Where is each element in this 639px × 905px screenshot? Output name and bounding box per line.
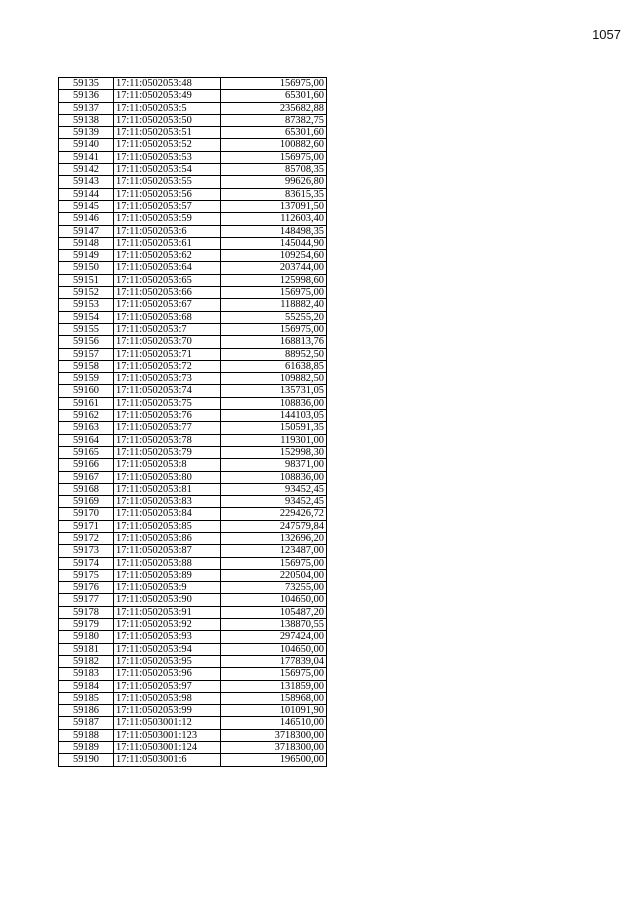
row-number-cell: 59141	[59, 151, 114, 163]
table-row	[59, 717, 327, 729]
amount-cell: 156975,00	[221, 557, 327, 569]
table-row	[59, 606, 327, 618]
table-row	[59, 397, 327, 409]
amount-cell: 158968,00	[221, 692, 327, 704]
amount-cell: 3718300,00	[221, 729, 327, 741]
row-number-cell: 59173	[59, 545, 114, 557]
amount-cell: 203744,00	[221, 262, 327, 274]
row-number-cell: 59135	[59, 78, 114, 90]
table-row	[59, 250, 327, 262]
row-number-cell: 59181	[59, 643, 114, 655]
row-number-cell: 59184	[59, 680, 114, 692]
cadastral-number-cell: 17:11:0502053:90	[114, 594, 221, 606]
cadastral-number-cell: 17:11:0502053:81	[114, 483, 221, 495]
amount-cell: 118882,40	[221, 299, 327, 311]
row-number-cell: 59168	[59, 483, 114, 495]
row-number-cell: 59175	[59, 569, 114, 581]
amount-cell: 73255,00	[221, 582, 327, 594]
row-number-cell: 59174	[59, 557, 114, 569]
row-number-cell: 59157	[59, 348, 114, 360]
row-number-cell: 59156	[59, 336, 114, 348]
amount-cell: 105487,20	[221, 606, 327, 618]
cadastral-number-cell: 17:11:0502053:73	[114, 373, 221, 385]
amount-cell: 100882,60	[221, 139, 327, 151]
amount-cell: 168813,76	[221, 336, 327, 348]
amount-cell: 132696,20	[221, 532, 327, 544]
table-row	[59, 729, 327, 741]
cadastral-number-cell: 17:11:0502053:80	[114, 471, 221, 483]
amount-cell: 135731,05	[221, 385, 327, 397]
records-table	[58, 77, 327, 767]
table-row	[59, 151, 327, 163]
table-row	[59, 176, 327, 188]
table-row	[59, 508, 327, 520]
table-row	[59, 496, 327, 508]
amount-cell: 65301,60	[221, 90, 327, 102]
row-number-cell: 59178	[59, 606, 114, 618]
amount-cell: 156975,00	[221, 668, 327, 680]
row-number-cell: 59171	[59, 520, 114, 532]
row-number-cell: 59140	[59, 139, 114, 151]
row-number-cell: 59148	[59, 237, 114, 249]
table-row	[59, 680, 327, 692]
cadastral-number-cell: 17:11:0502053:95	[114, 655, 221, 667]
row-number-cell: 59177	[59, 594, 114, 606]
table-row	[59, 471, 327, 483]
table-row	[59, 594, 327, 606]
table-row	[59, 434, 327, 446]
amount-cell: 146510,00	[221, 717, 327, 729]
table-row	[59, 668, 327, 680]
amount-cell: 229426,72	[221, 508, 327, 520]
table-row	[59, 127, 327, 139]
amount-cell: 123487,00	[221, 545, 327, 557]
cadastral-number-cell: 17:11:0502053:53	[114, 151, 221, 163]
table-row	[59, 754, 327, 766]
row-number-cell: 59145	[59, 200, 114, 212]
amount-cell: 61638,85	[221, 360, 327, 372]
table-row	[59, 422, 327, 434]
row-number-cell: 59160	[59, 385, 114, 397]
table-row	[59, 274, 327, 286]
table-row	[59, 200, 327, 212]
row-number-cell: 59138	[59, 114, 114, 126]
amount-cell: 87382,75	[221, 114, 327, 126]
row-number-cell: 59162	[59, 410, 114, 422]
amount-cell: 152998,30	[221, 446, 327, 458]
row-number-cell: 59150	[59, 262, 114, 274]
amount-cell: 3718300,00	[221, 742, 327, 754]
table-row	[59, 114, 327, 126]
table-row	[59, 78, 327, 90]
cadastral-number-cell: 17:11:0502053:86	[114, 532, 221, 544]
row-number-cell: 59167	[59, 471, 114, 483]
table-row	[59, 545, 327, 557]
row-number-cell: 59136	[59, 90, 114, 102]
cadastral-number-cell: 17:11:0502053:84	[114, 508, 221, 520]
row-number-cell: 59166	[59, 459, 114, 471]
cadastral-number-cell: 17:11:0502053:87	[114, 545, 221, 557]
cadastral-number-cell: 17:11:0502053:89	[114, 569, 221, 581]
amount-cell: 101091,90	[221, 705, 327, 717]
cadastral-number-cell: 17:11:0502053:64	[114, 262, 221, 274]
amount-cell: 220504,00	[221, 569, 327, 581]
row-number-cell: 59186	[59, 705, 114, 717]
row-number-cell: 59169	[59, 496, 114, 508]
cadastral-number-cell: 17:11:0502053:49	[114, 90, 221, 102]
cadastral-number-cell: 17:11:0502053:79	[114, 446, 221, 458]
row-number-cell: 59164	[59, 434, 114, 446]
cadastral-number-cell: 17:11:0502053:70	[114, 336, 221, 348]
table-row	[59, 643, 327, 655]
row-number-cell: 59180	[59, 631, 114, 643]
cadastral-number-cell: 17:11:0502053:54	[114, 164, 221, 176]
amount-cell: 108836,00	[221, 397, 327, 409]
cadastral-number-cell: 17:11:0502053:71	[114, 348, 221, 360]
amount-cell: 156975,00	[221, 323, 327, 335]
row-number-cell: 59155	[59, 323, 114, 335]
table-row	[59, 619, 327, 631]
amount-cell: 112603,40	[221, 213, 327, 225]
amount-cell: 99626,80	[221, 176, 327, 188]
cadastral-number-cell: 17:11:0503001:6	[114, 754, 221, 766]
cadastral-number-cell: 17:11:0502053:6	[114, 225, 221, 237]
cadastral-number-cell: 17:11:0502053:77	[114, 422, 221, 434]
cadastral-number-cell: 17:11:0502053:5	[114, 102, 221, 114]
cadastral-number-cell: 17:11:0502053:55	[114, 176, 221, 188]
table-row	[59, 323, 327, 335]
row-number-cell: 59147	[59, 225, 114, 237]
cadastral-number-cell: 17:11:0502053:96	[114, 668, 221, 680]
table-row	[59, 483, 327, 495]
cadastral-number-cell: 17:11:0502053:93	[114, 631, 221, 643]
cadastral-number-cell: 17:11:0502053:75	[114, 397, 221, 409]
amount-cell: 55255,20	[221, 311, 327, 323]
row-number-cell: 59159	[59, 373, 114, 385]
table-row	[59, 631, 327, 643]
cadastral-number-cell: 17:11:0502053:56	[114, 188, 221, 200]
table-row	[59, 287, 327, 299]
cadastral-number-cell: 17:11:0502053:72	[114, 360, 221, 372]
table-row	[59, 655, 327, 667]
amount-cell: 85708,35	[221, 164, 327, 176]
amount-cell: 93452,45	[221, 483, 327, 495]
table-row	[59, 102, 327, 114]
cadastral-number-cell: 17:11:0502053:85	[114, 520, 221, 532]
cadastral-number-cell: 17:11:0502053:97	[114, 680, 221, 692]
table-row	[59, 299, 327, 311]
amount-cell: 83615,35	[221, 188, 327, 200]
row-number-cell: 59142	[59, 164, 114, 176]
row-number-cell: 59137	[59, 102, 114, 114]
table-row	[59, 410, 327, 422]
cadastral-number-cell: 17:11:0503001:124	[114, 742, 221, 754]
row-number-cell: 59144	[59, 188, 114, 200]
amount-cell: 196500,00	[221, 754, 327, 766]
amount-cell: 145044,90	[221, 237, 327, 249]
row-number-cell: 59182	[59, 655, 114, 667]
amount-cell: 104650,00	[221, 643, 327, 655]
cadastral-number-cell: 17:11:0502053:57	[114, 200, 221, 212]
amount-cell: 148498,35	[221, 225, 327, 237]
cadastral-number-cell: 17:11:0502053:7	[114, 323, 221, 335]
cadastral-number-cell: 17:11:0502053:52	[114, 139, 221, 151]
row-number-cell: 59154	[59, 311, 114, 323]
cadastral-number-cell: 17:11:0503001:123	[114, 729, 221, 741]
table-row	[59, 225, 327, 237]
cadastral-number-cell: 17:11:0502053:65	[114, 274, 221, 286]
amount-cell: 247579,84	[221, 520, 327, 532]
cadastral-number-cell: 17:11:0502053:76	[114, 410, 221, 422]
row-number-cell: 59153	[59, 299, 114, 311]
table-row	[59, 139, 327, 151]
row-number-cell: 59139	[59, 127, 114, 139]
table-row	[59, 360, 327, 372]
row-number-cell: 59151	[59, 274, 114, 286]
table-row	[59, 188, 327, 200]
table-row	[59, 311, 327, 323]
cadastral-number-cell: 17:11:0502053:67	[114, 299, 221, 311]
amount-cell: 131859,00	[221, 680, 327, 692]
cadastral-number-cell: 17:11:0502053:92	[114, 619, 221, 631]
cadastral-number-cell: 17:11:0502053:48	[114, 78, 221, 90]
row-number-cell: 59170	[59, 508, 114, 520]
row-number-cell: 59187	[59, 717, 114, 729]
row-number-cell: 59179	[59, 619, 114, 631]
row-number-cell: 59188	[59, 729, 114, 741]
table-row	[59, 164, 327, 176]
table-row	[59, 569, 327, 581]
table-row	[59, 582, 327, 594]
amount-cell: 109254,60	[221, 250, 327, 262]
table-row	[59, 705, 327, 717]
cadastral-number-cell: 17:11:0502053:98	[114, 692, 221, 704]
table-row	[59, 213, 327, 225]
cadastral-number-cell: 17:11:0503001:12	[114, 717, 221, 729]
amount-cell: 177839,04	[221, 655, 327, 667]
row-number-cell: 59143	[59, 176, 114, 188]
cadastral-number-cell: 17:11:0502053:9	[114, 582, 221, 594]
table-row	[59, 237, 327, 249]
table-row	[59, 520, 327, 532]
row-number-cell: 59158	[59, 360, 114, 372]
amount-cell: 98371,00	[221, 459, 327, 471]
amount-cell: 156975,00	[221, 287, 327, 299]
amount-cell: 156975,00	[221, 78, 327, 90]
amount-cell: 65301,60	[221, 127, 327, 139]
table-row	[59, 692, 327, 704]
amount-cell: 138870,55	[221, 619, 327, 631]
amount-cell: 88952,50	[221, 348, 327, 360]
amount-cell: 150591,35	[221, 422, 327, 434]
row-number-cell: 59185	[59, 692, 114, 704]
row-number-cell: 59161	[59, 397, 114, 409]
row-number-cell: 59172	[59, 532, 114, 544]
row-number-cell: 59163	[59, 422, 114, 434]
row-number-cell: 59146	[59, 213, 114, 225]
row-number-cell: 59183	[59, 668, 114, 680]
amount-cell: 156975,00	[221, 151, 327, 163]
table-row	[59, 348, 327, 360]
amount-cell: 125998,60	[221, 274, 327, 286]
cadastral-number-cell: 17:11:0502053:99	[114, 705, 221, 717]
table-row	[59, 446, 327, 458]
row-number-cell: 59190	[59, 754, 114, 766]
cadastral-number-cell: 17:11:0502053:61	[114, 237, 221, 249]
cadastral-number-cell: 17:11:0502053:68	[114, 311, 221, 323]
table-row	[59, 336, 327, 348]
row-number-cell: 59152	[59, 287, 114, 299]
amount-cell: 235682,88	[221, 102, 327, 114]
cadastral-number-cell: 17:11:0502053:66	[114, 287, 221, 299]
amount-cell: 104650,00	[221, 594, 327, 606]
amount-cell: 108836,00	[221, 471, 327, 483]
amount-cell: 137091,50	[221, 200, 327, 212]
table-row	[59, 459, 327, 471]
cadastral-number-cell: 17:11:0502053:91	[114, 606, 221, 618]
row-number-cell: 59176	[59, 582, 114, 594]
records-table-body	[59, 78, 327, 767]
cadastral-number-cell: 17:11:0502053:51	[114, 127, 221, 139]
row-number-cell: 59149	[59, 250, 114, 262]
cadastral-number-cell: 17:11:0502053:88	[114, 557, 221, 569]
amount-cell: 297424,00	[221, 631, 327, 643]
amount-cell: 119301,00	[221, 434, 327, 446]
cadastral-number-cell: 17:11:0502053:94	[114, 643, 221, 655]
table-row	[59, 90, 327, 102]
amount-cell: 144103,05	[221, 410, 327, 422]
cadastral-number-cell: 17:11:0502053:8	[114, 459, 221, 471]
table-row	[59, 742, 327, 754]
page-number: 1057	[592, 27, 621, 42]
table-row	[59, 532, 327, 544]
table-row	[59, 385, 327, 397]
cadastral-number-cell: 17:11:0502053:62	[114, 250, 221, 262]
cadastral-number-cell: 17:11:0502053:78	[114, 434, 221, 446]
table-row	[59, 557, 327, 569]
row-number-cell: 59165	[59, 446, 114, 458]
table-row	[59, 262, 327, 274]
cadastral-number-cell: 17:11:0502053:74	[114, 385, 221, 397]
cadastral-number-cell: 17:11:0502053:59	[114, 213, 221, 225]
cadastral-number-cell: 17:11:0502053:50	[114, 114, 221, 126]
amount-cell: 93452,45	[221, 496, 327, 508]
amount-cell: 109882,50	[221, 373, 327, 385]
cadastral-number-cell: 17:11:0502053:83	[114, 496, 221, 508]
row-number-cell: 59189	[59, 742, 114, 754]
table-row	[59, 373, 327, 385]
